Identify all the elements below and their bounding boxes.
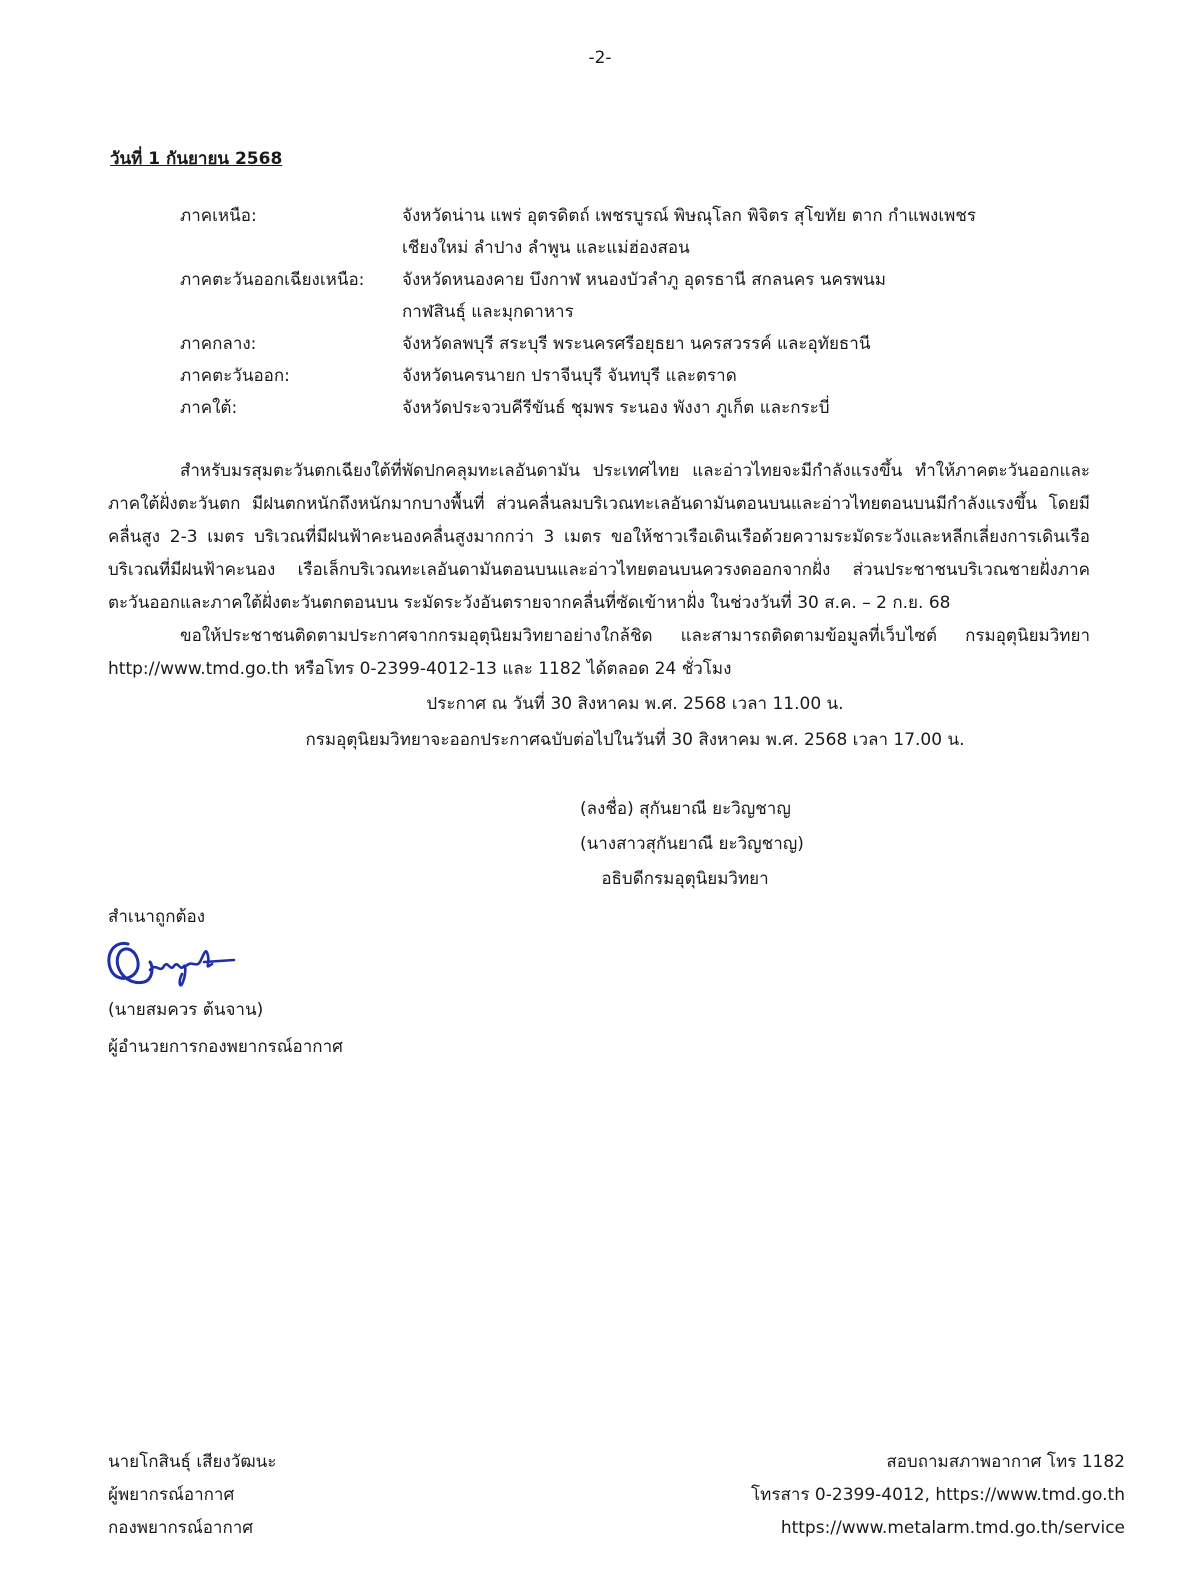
next-announcement: กรมอุตุนิยมวิทยาจะออกประกาศฉบับต่อไปในวันที่ 30 สิงหาคม พ.ศ. 2568 เวลา 17.00 น. — [305, 730, 965, 750]
provinces-line: จังหวัดประจวบคีรีขันธ์ ชุมพร ระนอง พังงา ภูเก็ต และกระบี่ — [402, 398, 830, 418]
region-provinces — [402, 392, 1100, 424]
region-provinces — [402, 360, 1100, 392]
signatory-full-name: (นางสาวสุกันยาณี ยะวิญชาญ) — [580, 834, 804, 854]
region-list — [180, 200, 1100, 424]
provinces-line: จังหวัดน่าน แพร่ อุตรดิตถ์ เพชรบูรณ์ พิษณุโลก พิจิตร สุโขทัย ตาก กำแพงเพชร — [402, 206, 977, 226]
region-provinces — [402, 328, 1100, 360]
region-south — [180, 392, 1100, 424]
region-east — [180, 360, 1100, 392]
forecaster-name: นายโกสินธุ์ เสียงวัฒนะ — [108, 1452, 277, 1472]
handwritten-signature-icon — [100, 926, 240, 996]
date-heading: วันที่ 1 กันยายน 2568 — [110, 149, 283, 169]
certified-copy-label: สำเนาถูกต้อง — [108, 907, 206, 927]
certifier-block — [108, 992, 343, 1066]
region-provinces — [402, 264, 1100, 328]
provinces-line: จังหวัดลพบุรี สระบุรี พระนครศรีอยุธยา นครสวรรค์ และอุทัยธานี — [402, 334, 871, 354]
forecaster-title: ผู้พยากรณ์อากาศ — [108, 1485, 235, 1505]
provinces-line: จังหวัดนครนายก ปราจีนบุรี จันทบุรี และตราด — [402, 366, 737, 386]
region-provinces — [402, 200, 1100, 264]
certifier-position: ผู้อำนวยการกองพยากรณ์อากาศ — [108, 1037, 343, 1057]
signatory-block — [580, 792, 804, 897]
provinces-line: เชียงใหม่ ลำปาง ลำพูน และแม่ฮ่องสอน — [402, 238, 690, 258]
certifier-name: (นายสมควร ต้นจาน) — [108, 1000, 264, 1020]
region-name: ภาคใต้: — [180, 398, 238, 418]
region-northeast — [180, 264, 1100, 328]
region-name: ภาคตะวันออกเฉียงเหนือ: — [180, 270, 365, 290]
region-name: ภาคตะวันออก: — [180, 366, 290, 386]
region-north — [180, 200, 1100, 264]
page-number: -2- — [588, 48, 612, 68]
monsoon-paragraph: สำหรับมรสุมตะวันตกเฉียงใต้ที่พัดปกคลุมทะเลอันดามัน ประเทศไทย และอ่าวไทยจะมีกำลังแรงขึ้น ทำให้ภาคตะวันออกและภาคใต้ฝั่งตะวันตก มีฝนตกหนักถึงหนักมากบางพื้นที่ ส่วนคลื่นลมบริเวณทะเลอันดามันตอนบนและอ่าวไทยตอนบนมีกำลังแรงขึ้น โดยมีคลื่นสูง 2-3 เมตร บริเวณที่มีฝนฟ้าคะนองคลื่นสูงมากกว่า 3 เมตร ขอให้ชาวเรือเดินเรือด้วยความระมัดระวังและหลีกเลี่ยงการเดินเรือบริเวณที่มีฝนฟ้าคะนอง เรือเล็กบริเวณทะเลอันดามันตอนบนและอ่าวไทยตอนบนควรงดออกจากฝั่ง ส่วนประชาชนบริเวณชายฝั่งภาคตะวันออกและภาคใต้ฝั่งตะวันตกตอนบน ระมัดระวังอันตรายจากคลื่นที่ซัดเข้าหาฝั่ง ในช่วงวันที่ 30 ส.ค. – 2 ก.ย. 68 — [108, 461, 1090, 613]
provinces-line: กาฬสินธุ์ และมุกดาหาร — [402, 302, 574, 322]
region-name: ภาคเหนือ: — [180, 206, 257, 226]
signatory-signed: (ลงชื่อ) สุกันยาณี ยะวิญชาญ — [580, 799, 791, 819]
service-url: https://www.metalarm.tmd.go.th/service — [780, 1518, 1125, 1538]
announced-at: ประกาศ ณ วันที่ 30 สิงหาคม พ.ศ. 2568 เวลา 11.00 น. — [426, 694, 844, 714]
region-central — [180, 328, 1100, 360]
announcement-body — [108, 455, 1090, 686]
inquiry-phone: สอบถามสภาพอากาศ โทร 1182 — [886, 1452, 1125, 1472]
follow-updates-paragraph: ขอให้ประชาชนติดตามประกาศจากกรมอุตุนิยมวิทยาอย่างใกล้ชิด และสามารถติดตามข้อมูลที่เว็บไซต์ กรมอุตุนิยมวิทยา http://www.tmd.go.th หรือโทร 0-2399-4012-13 และ 1182 ได้ตลอด 24 ชั่วโมง — [108, 626, 1090, 679]
forecaster-division: กองพยากรณ์อากาศ — [108, 1518, 254, 1538]
footer-forecaster — [108, 1446, 276, 1545]
fax-and-website: โทรสาร 0-2399-4012, https://www.tmd.go.th — [751, 1485, 1125, 1505]
footer-contact — [751, 1446, 1125, 1545]
region-name: ภาคกลาง: — [180, 334, 257, 354]
signatory-position: อธิบดีกรมอุตุนิยมวิทยา — [601, 869, 769, 889]
provinces-line: จังหวัดหนองคาย บึงกาฬ หนองบัวลำภู อุดรธานี สกลนคร นครพนม — [402, 270, 886, 290]
